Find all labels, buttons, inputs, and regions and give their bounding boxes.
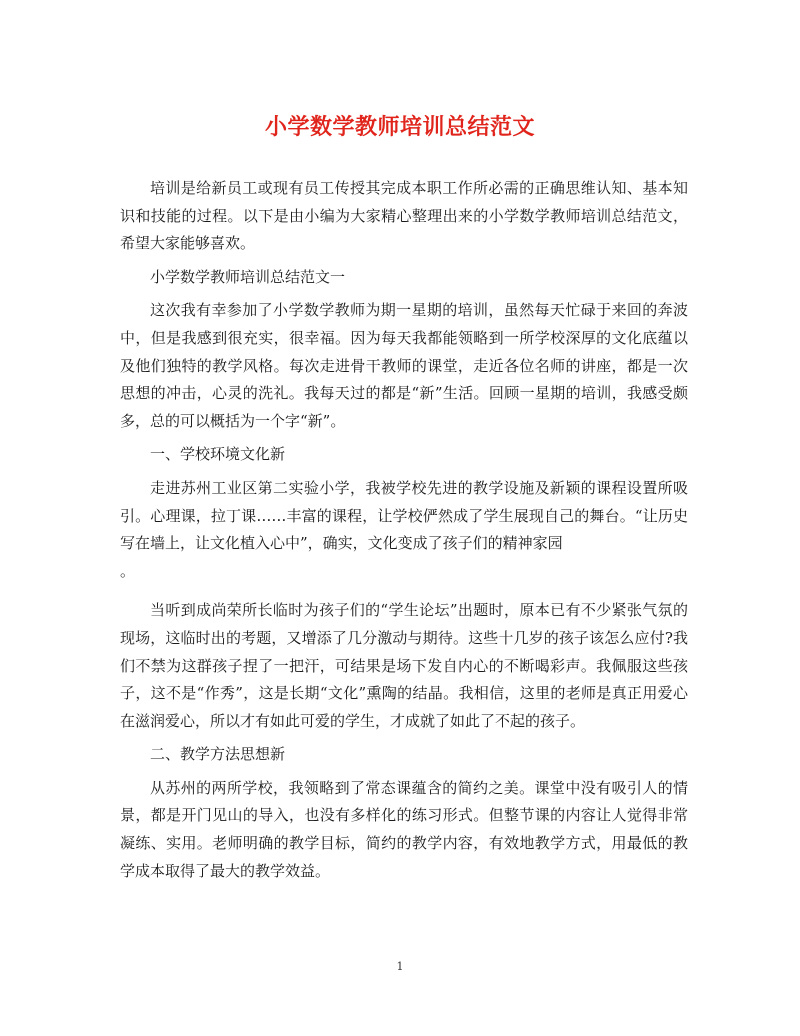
document-title: 小学数学教师培训总结范文 xyxy=(264,114,535,140)
body-paragraph: 这次我有幸参加了小学数学教师为期一星期的培训，虽然每天忙碌于来回的奔波中，但是我感到很充实，很幸福。因为每天我都能领略到一所学校深厚的文化底蕴以及他们独特的教学风格。每次走进骨干教师的课堂，走近各位名师的讲座，都是一次思想的冲击，心灵的洗礼。我每天过的都是“新”生活。回顾一星期的培训，我感受颇多，总的可以概括为一个字“新”。 xyxy=(120,301,688,430)
body-paragraph: 从苏州的两所学校，我领略到了常态课蕴含的简约之美。课堂中没有吸引人的情景，都是开门见山的导入，也没有多样化的练习形式。但整节课的内容让人觉得非常凝练、实用。老师明确的教学目标，简约的教学内容，有效地教学方式，用最低的教学成本取得了最大的教学效益。 xyxy=(120,778,688,880)
section-heading-teaching-method: 二、教学方法思想新 xyxy=(150,745,286,764)
body-paragraph: 当听到成尚荣所长临时为孩子们的“学生论坛”出题时，原本已有不少紧张气氛的现场，这临时出的考题，又增添了几分激动与期待。这些十几岁的孩子该怎么应付?我们不禁为这群孩子捏了一把汗，可结果是场下发自内心的不断喝彩声。我佩服这些孩子，这不是“作秀”，这是长期“文化”熏陶的结晶。我相信，这里的老师是真正用爱心在滋润爱心，所以才有如此可爱的学生，才成就了如此了不起的孩子。 xyxy=(120,601,688,730)
body-paragraph: 走进苏州工业区第二实验小学，我被学校先进的教学设施及新颖的课程设置所吸引。心理课，拉丁课……丰富的课程，让学校俨然成了学生展现自己的舞台。“让历史写在墙上，让文化植入心中”，确实，文化变成了孩子们的精神家园 xyxy=(120,478,688,553)
paragraph-tail-punctuation: 。 xyxy=(120,561,136,580)
section-heading-sample-one: 小学数学教师培训总结范文一 xyxy=(150,267,346,286)
document-body xyxy=(120,175,688,891)
page-number: 1 xyxy=(396,960,404,973)
intro-paragraph: 培训是给新员工或现有员工传授其完成本职工作所必需的正确思维认知、基本知识和技能的过程。以下是由小编为大家精心整理出来的小学数学教师培训总结范文，希望大家能够喜欢。 xyxy=(120,179,688,253)
section-heading-school-culture: 一、学校环境文化新 xyxy=(150,445,286,464)
